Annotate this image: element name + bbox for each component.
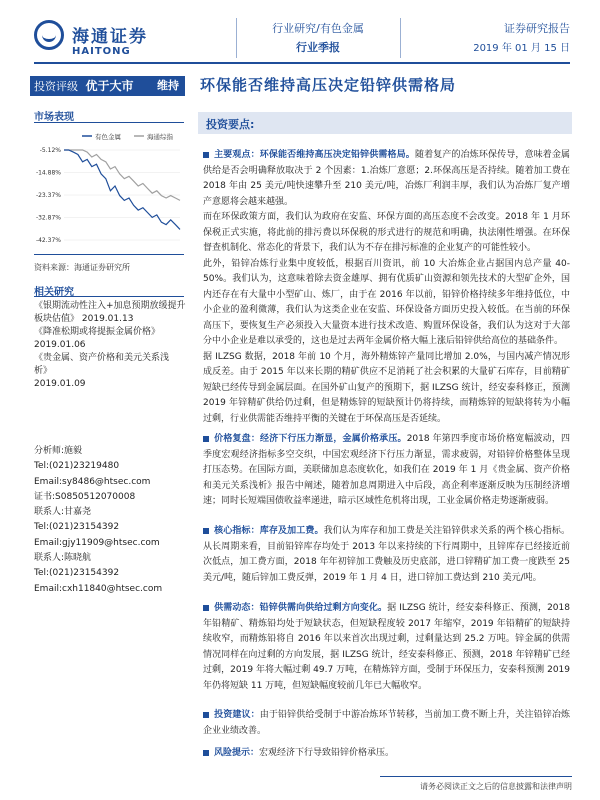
summary-price-review (203, 432, 570, 510)
bullet-icon (203, 605, 209, 611)
summary-header (198, 112, 572, 134)
related-item-title: 《降准松期或将提振金属价格》 (34, 327, 161, 337)
point-text: 据 ILZSG 统计，经安泰科修正、预测，2018 年铅精矿、精炼铅均处于短缺状态，但短缺程度较 2017 年缩窄，2019 年铅精矿的短缺持续收窄，而精炼铅将自 2016 年以来首次出现过剩，过剩量达到 25.2 万吨。锌金属的供需情况同样在向过剩的方向发展，据 ILZSG 统计，经安泰科修正、预测，2018 年锌精矿已经过剩，2019 年将大幅过剩 49.7 万吨，在精炼锌方面，受制于环保压力，安泰科预测 2019 年仍将短缺 11 万吨，但短缺幅度较前几年已大幅收窄。 (203, 603, 570, 691)
y-tick-label: -5.12% (39, 147, 61, 154)
header-divider (400, 18, 401, 58)
rating-action: 维持 (157, 79, 179, 92)
company-logo (34, 20, 154, 60)
market-performance-chart (34, 128, 184, 248)
y-tick-label: -42.37% (35, 237, 61, 244)
summary-risk (203, 746, 570, 762)
point-text: 据 ILZSG 数据，2018 年前 10 个月，海外精炼锌产量同比增加 2.0%，与国内减产情况形成反差。由于 2015 年以来长期的精矿供应不足消耗了社会积累的大量矿石库存，目前精矿短缺已经传导到金属层面。在国外矿山复产的预期下，据 ILZSG 统计，经安泰科修正，预测 2019 年锌精矿供给仍过剩，但是精炼锌的短缺预计仍将持续，而精炼锌的短缺将转为小幅过剩，行业供需能否维持平衡的关键在于环保高压是否延续。 (203, 351, 570, 424)
series-line (64, 150, 180, 200)
logo-mark-icon (34, 20, 64, 50)
section-rule (34, 122, 184, 123)
market-heading: 市场表现 (34, 112, 74, 123)
contact-tel: Tel:(021)23154392 (34, 568, 120, 579)
related-heading: 相关研究 (34, 287, 74, 298)
y-tick-label: -32.87% (35, 214, 61, 222)
footer-disclaimer: 请务必阅读正文之后的信息披露和法律声明 (420, 782, 572, 791)
related-item[interactable] (34, 326, 186, 352)
point-text: 我们认为库存和加工费是关注铅锌供求关系的两个核心指标。从长周期来看，目前铅锌库存均处于 2013 年以来持续的下行周期中，且锌库存已经接近前次低点，加工费方面，2018 年年初锌加工费触及历史底部，进口锌精矿加工费一度跌至 25 美元/吨，随后锌加工费反弹，2019 年 1 月 4 日，进口锌加工费达到 210 美元/吨。 (203, 526, 570, 583)
report-title: 环保能否维持高压决定铅锌供需格局 (200, 76, 457, 94)
logo-text-cn: 海通证券 (72, 27, 148, 47)
related-item-date: 2019.01.06 (34, 340, 86, 350)
summary-heading: 投资要点: (206, 118, 255, 131)
analyst-email[interactable]: Email:sy8486@htsec.com (34, 476, 151, 487)
contact-email[interactable]: Email:gjy11909@htsec.com (34, 537, 160, 548)
analyst-name: 分析师:施毅 (34, 446, 83, 456)
doc-type: 证券研究报告 (504, 22, 570, 35)
analyst-tel: Tel:(021)23219480 (34, 461, 120, 472)
report-category: 行业研究/有色金属 (272, 22, 364, 35)
related-item-date: 2019.01.13 (81, 314, 134, 324)
chart-source: 资料来源：海通证券研究所 (34, 263, 130, 272)
summary-core-indicators (203, 524, 570, 586)
related-item-title: 《贵金属、资产价格和美元关系浅析》 (34, 353, 170, 376)
bullet-icon (203, 528, 209, 534)
footer-rule (380, 776, 572, 777)
point-lead: 价格复盘：经济下行压力渐显，金属价格承压。 (214, 434, 407, 444)
point-text: 2018 年第四季度市场价格宽幅波动，四季度宏观经济指标多空交织，中国宏观经济下行压力渐显，需求疲弱，对铅锌价格整体呈现打压态势。在国际方面，美联储加息态度软化，如我们在 2019 年 1 月《贵金属、资产价格和美元关系浅析》报告中阐述，随着加息周期进入中后段，高企利率逐渐反映为压制经济增速；同时长短端国债收益率递进，暗示区域性危机将出现，工业金属价格走势逐渐疲弱。 (203, 434, 570, 506)
point-lead: 投资建议： (214, 710, 260, 720)
rating-label: 投资评级 (34, 80, 78, 93)
rating-badge (30, 76, 185, 96)
bullet-icon (203, 712, 209, 718)
section-rule (34, 296, 184, 297)
bullet-icon (203, 152, 209, 158)
bullet-icon (203, 436, 209, 442)
point-text: 宏观经济下行导致铅锌价格承压。 (259, 748, 395, 758)
contact-name: 联系人:甘嘉尧 (34, 507, 92, 518)
legend-label: 有色金属 (95, 133, 121, 141)
point-lead: 主要观点：环保能否维持高压决定铅锌供需格局。 (214, 150, 415, 160)
related-item[interactable] (34, 300, 186, 326)
contact-name: 联系人:陈晓航 (34, 553, 92, 564)
point-lead: 风险提示： (214, 748, 260, 758)
related-list (34, 300, 186, 391)
y-tick-label: -14.88% (35, 169, 61, 177)
header-divider (236, 18, 237, 58)
analyst-cert: 证书:S0850512070008 (34, 491, 136, 502)
logo-text-en: HAITONG (72, 46, 131, 57)
legend-label: 海通综指 (147, 133, 173, 141)
contact-tel: Tel:(021)23154392 (34, 522, 120, 533)
bullet-icon (203, 750, 209, 756)
related-item-title: 《银期流动性注入+加息预期放缓提升板块估值》 (34, 301, 186, 324)
contact-email[interactable]: Email:cxh11840@htsec.com (34, 583, 163, 594)
related-item-date: 2019.01.09 (34, 379, 86, 389)
rating-value: 优于大市 (85, 79, 134, 93)
summary-investment-advice (203, 708, 570, 739)
report-date: 2019 年 01 月 15 日 (473, 43, 570, 54)
point-lead: 核心指标：库存及加工费。 (214, 526, 324, 536)
report-type: 行业季报 (296, 41, 340, 54)
y-tick-label: -23.37% (35, 192, 61, 199)
point-text: 而在环保政策方面，我们认为政府在安监、环保方面的高压态度不会改变。2018 年 1 月环保税正式实施，将此前的排污费以环保税的形式进行的规范和明确，执法刚性增强。在环保督查机制化、常态化的背景下，我们认为不存在排污标准的企业复产的可能性较小。 (203, 212, 570, 253)
point-lead: 供需动态：铅锌供需向供给过剩方向变化。 (214, 603, 388, 613)
summary-supply-demand (203, 601, 570, 694)
analyst-info (34, 444, 162, 597)
related-item[interactable] (34, 352, 186, 391)
point-text: 随着复产的冶炼环保传导，意味着金属供给是否会明确释放取决于 2 个因素：1.冶炼厂意愿；2.环保高压是否持续。随着加工费在 2018 年由 25 美元/吨快速攀升至 210 美元/吨，冶炼厂利润丰厚，我们认为冶炼厂复产增产意愿将会越来越强。 (203, 150, 570, 207)
point-text: 此外，铅锌冶炼行业集中度较低，根据百川资讯，前 10 大冶炼企业占据国内总产量 40-50%。我们认为，这意味着除去资金雄厚、拥有优质矿山资源和领先技术的大型矿企外，国内还存在有大量中小型矿山、炼厂，由于在 2016 年以前，铅锌价格持续多年维持低位，中小企业的盈利微薄，我们认为这类企业在安监、环保设备方面历史投入较低。在当前的环保高压下，要恢复生产必须投入大量资本进行技术改造、购置环保设备，我们认为这对于大部分中小企业是难以承受的，这也是过去两年金属价格大幅上涨后铅锌供给高位的基础条件。 (203, 258, 570, 346)
section-rule (34, 254, 184, 255)
point-text: 由于铅锌供给受制于中游冶炼环节转移，当前加工费不断上升，关注铅锌冶炼企业业绩改善。 (203, 710, 570, 736)
header-rule (34, 62, 570, 64)
summary-main-point (203, 148, 570, 427)
